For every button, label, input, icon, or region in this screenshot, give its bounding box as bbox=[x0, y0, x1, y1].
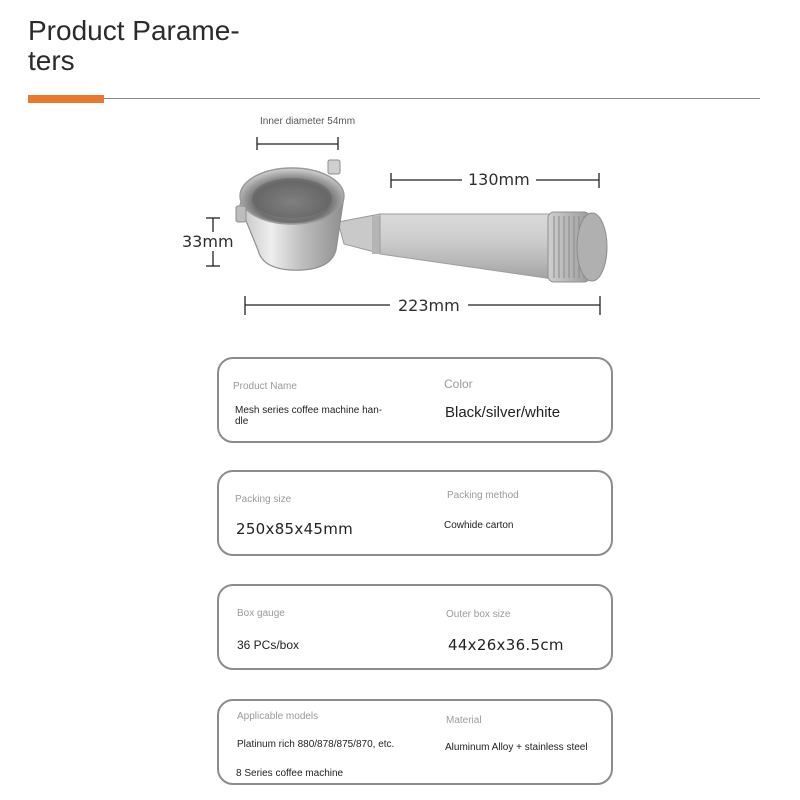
outer-box-size-value: 44x26x36.5cm bbox=[448, 636, 564, 654]
packing-method-value: Cowhide carton bbox=[444, 520, 514, 531]
inner-diameter-label: Inner diameter 54mm bbox=[260, 116, 356, 127]
page-title-line-1: Product Parame- bbox=[28, 15, 240, 46]
packing-method-label: Packing method bbox=[447, 490, 519, 501]
product-name-line-1: Mesh series coffee machine han- bbox=[235, 405, 383, 416]
box-gauge-label: Box gauge bbox=[237, 608, 285, 619]
color-label: Color bbox=[444, 377, 473, 391]
basket-ear-right bbox=[328, 160, 340, 174]
applicable-models-value-2: 8 Series coffee machine bbox=[236, 768, 344, 779]
spec-card-name-color bbox=[217, 357, 613, 443]
color-value: Black/silver/white bbox=[445, 404, 561, 421]
handle-end-disc bbox=[577, 213, 607, 281]
packing-size-value: 250x85x45mm bbox=[236, 520, 354, 538]
portafilter-illustration bbox=[0, 0, 800, 330]
product-name-value bbox=[235, 405, 415, 427]
spec-card-models-material bbox=[217, 699, 613, 785]
total-length-label: 223mm bbox=[390, 296, 468, 315]
material-value: Aluminum Alloy + stainless steel bbox=[445, 742, 588, 753]
basket-ear-left bbox=[236, 206, 246, 222]
spec-card-packing bbox=[217, 470, 613, 556]
packing-size-label: Packing size bbox=[235, 494, 292, 505]
applicable-models-label: Applicable models bbox=[237, 711, 319, 722]
handle-length-label: 130mm bbox=[462, 170, 536, 189]
product-name-label: Product Name bbox=[233, 381, 297, 392]
material-label: Material bbox=[446, 715, 482, 726]
product-name-line-2: dle bbox=[235, 416, 249, 427]
outer-box-size-label: Outer box size bbox=[446, 609, 511, 620]
page-title-line-2: ters bbox=[28, 45, 75, 76]
spec-card-box bbox=[217, 584, 613, 670]
height-label: 33mm bbox=[182, 232, 234, 251]
handle-body bbox=[380, 214, 568, 280]
applicable-models-value-1: Platinum rich 880/878/875/870, etc. bbox=[237, 739, 395, 750]
box-gauge-value: 36 PCs/box bbox=[237, 638, 300, 652]
